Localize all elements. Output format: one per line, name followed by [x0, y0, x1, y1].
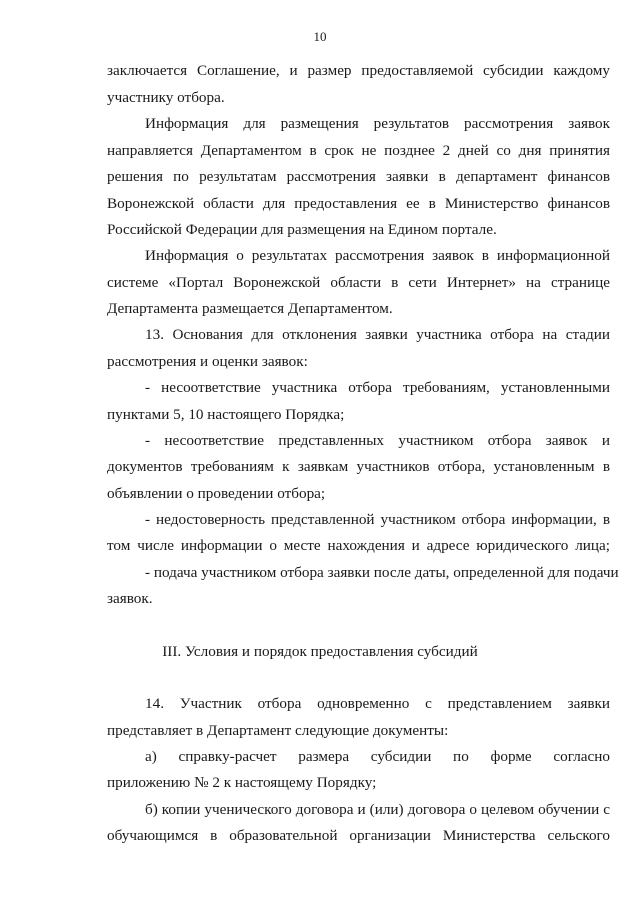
text-line: заявок. [107, 590, 153, 607]
text-line: - несоответствие представленных участником отбора заявок и [145, 432, 610, 449]
text-line: б) копии ученического договора и (или) договора о целевом обучении с [145, 801, 610, 818]
text-line: 13. Основания для отклонения заявки участника отбора на стадии [145, 326, 610, 343]
text-line: документов требованиям к заявкам участников отбора, установленным в [107, 458, 610, 475]
text-line: направляется Департаментом в срок не позднее 2 дней со дня принятия [107, 142, 610, 159]
text-line: участнику отбора. [107, 89, 225, 106]
text-line: Информация о результатах рассмотрения заявок в информационной [145, 247, 610, 264]
text-line: 14. Участник отбора одновременно с представлением заявки [145, 695, 610, 712]
text-line: системе «Портал Воронежской области в сети Интернет» на странице [107, 274, 610, 291]
text-line: рассмотрения и оценки заявок: [107, 353, 308, 370]
page-number: 10 [313, 29, 327, 44]
text-line: Российской Федерации для размещения на Едином портале. [107, 221, 497, 238]
text-line: - подача участником отбора заявки после даты, определенной для подачи [145, 564, 619, 581]
text-line: том числе информации о месте нахождения и адресе юридического лица; [107, 537, 610, 554]
text-line: объявлении о проведении отбора; [107, 485, 326, 502]
text-line: решения по результатам рассмотрения заявки в департамент финансов [107, 168, 610, 185]
text-line: обучающимся в образовательной организации Министерства сельского [107, 827, 610, 844]
text-line: - несоответствие участника отбора требованиям, установленными [145, 379, 610, 396]
text-line: а) справку-расчет размера субсидии по форме согласно [145, 748, 610, 765]
text-line: Информация для размещения результатов рассмотрения заявок [145, 115, 610, 132]
text-line: пунктами 5, 10 настоящего Порядка; [107, 406, 345, 423]
text-line: Воронежской области для предоставления ее в Министерство финансов [107, 195, 610, 212]
text-line: Департамента размещается Департаментом. [107, 300, 393, 317]
text-line: приложению № 2 к настоящему Порядку; [107, 774, 377, 791]
text-line: представляет в Департамент следующие документы: [107, 722, 449, 739]
text-line: - недостоверность представленной участником отбора информации, в [145, 511, 610, 528]
text-line: заключается Соглашение, и размер предоставляемой субсидии каждому [107, 62, 610, 79]
section-heading: III. Условия и порядок предоставления субсидий [162, 643, 478, 660]
